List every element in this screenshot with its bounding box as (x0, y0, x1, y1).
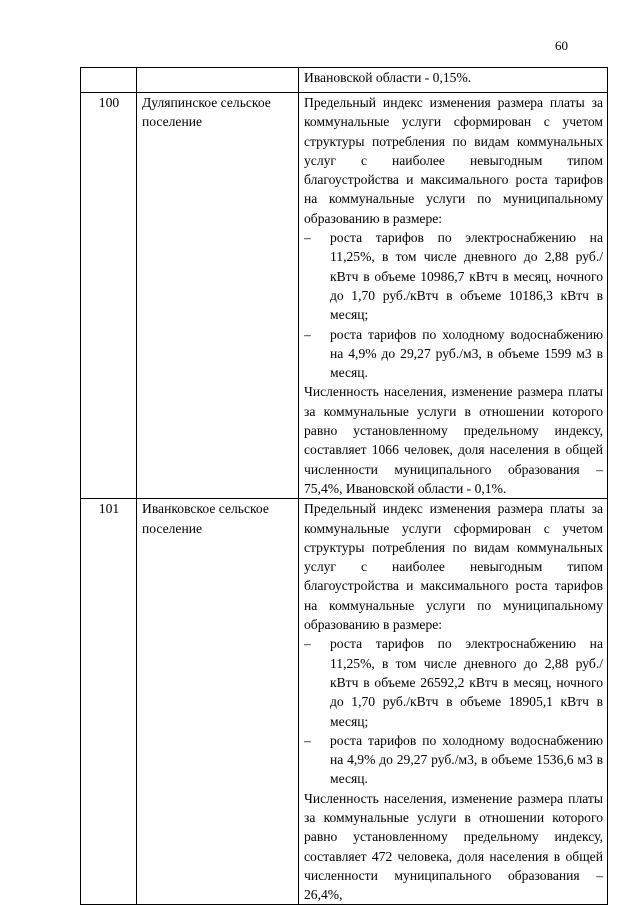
dash-marker: – (304, 230, 311, 246)
table-row (81, 499, 608, 905)
intro-paragraph: Предельный индекс изменения размера платы за коммунальные услуги сформирован с учетом структуры потребления по видам коммунальных услуг с наиболее невыгодным типом благоустройства и максимального роста тарифов на коммунальные услуги по муниципальному образованию в размере: (304, 501, 603, 633)
dash-marker: – (304, 732, 311, 748)
list-item (304, 731, 603, 789)
bullet-text: роста тарифов по холодному водоснабжению на 4,9% до 29,27 руб./м3, в объеме 1599 м3 в месяц. (330, 326, 603, 381)
settlement-name: Дуляпинское сельское поселение (137, 93, 299, 499)
population-paragraph: Численность населения, изменение размера платы за коммунальные услуги в отношении которого равно установленному предельному индексу, составляет 472 человека, доля населения в общей численности муниципального образования – 26,4%, (304, 790, 603, 903)
description-cell (299, 499, 608, 905)
description-cell (299, 68, 608, 93)
table-row-continuation (81, 68, 608, 93)
settlement-name: Иванковское сельское поселение (137, 499, 299, 905)
name-cell (137, 68, 299, 93)
intro-paragraph: Предельный индекс изменения размера платы за коммунальные услуги сформирован с учетом структуры потребления по видам коммунальных услуг с наиболее невыгодным типом благоустройства и максимального роста тарифов на коммунальные услуги по муниципальному образованию в размере: (304, 95, 603, 226)
population-paragraph: Численность населения, изменение размера платы за коммунальные услуги в отношении которого равно установленному предельному индексу, составляет 1066 человек, доля населения в общей численности муниципального образования – 75,4%, Ивановской области - 0,1%. (304, 384, 603, 496)
row-number: 101 (81, 499, 137, 905)
row-number: 100 (81, 93, 137, 499)
number-cell (81, 68, 137, 93)
list-item (304, 325, 603, 383)
dash-marker: – (304, 636, 311, 652)
table-row (81, 93, 608, 499)
tariff-table (80, 67, 608, 905)
bullet-text: роста тарифов по электроснабжению на 11,25%, в том числе дневного до 2,88 руб./кВтч в объеме 26592,2 кВтч в месяц, ночного до 1,70 руб./кВтч в объеме 18905,1 кВтч в месяц; (330, 636, 603, 729)
continuation-text: Ивановской области - 0,15%. (304, 70, 472, 85)
list-item (304, 634, 603, 730)
bullet-text: роста тарифов по электроснабжению на 11,25%, в том числе дневного до 2,88 руб./кВтч в объеме 10986,7 кВтч в месяц, ночного до 1,70 руб./кВтч в объеме 10186,3 кВтч в месяц; (330, 230, 603, 323)
dash-marker: – (304, 326, 311, 342)
list-item (304, 228, 603, 324)
description-cell (299, 93, 608, 499)
page-number: 60 (555, 38, 568, 53)
bullet-text: роста тарифов по холодному водоснабжению на 4,9% до 29,27 руб./м3, в объеме 1536,6 м3 в месяц. (330, 732, 603, 787)
